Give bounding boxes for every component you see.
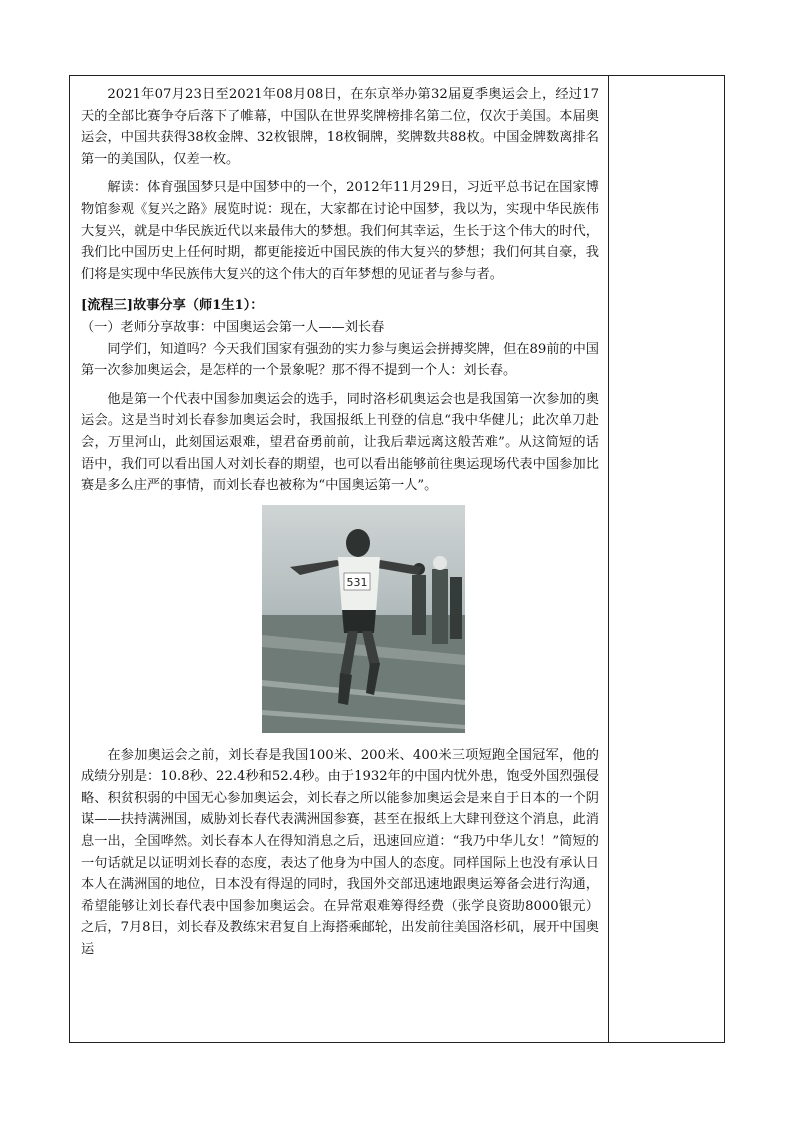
paragraph-background: 在参加奥运会之前，刘长春是我国100米、200米、400米三项短跑全国冠军，他的成绩分别是：10.8秒、22.4秒和52.4秒。由于1932年的中国内忧外患，饱受外国烈强侵略、积贫积弱的中国无心参加奥运会，刘长春之所以能参加奥运会是来自于日本的一个阴谋——扶持满洲国，威胁刘长春代表满洲国参赛，甚至在报纸上大肆刊登这个消息，此消息一出，全国哗然。刘长春本人在得知消息之后，迅速回应道：“我乃中华儿女！”简短的一句话就足以证明刘长春的态度，表达了他身为中国人的态度。同样国际上也没有承认日本人在满洲国的地位，日本没有得逞的同时，我国外交部迅速地跟奥运筹备会进行沟通，希望能够让刘长春代表中国参加奥运会。在异常艰难筹得经费（张学良资助8000银元）之后，7月8日，刘长春及教练宋君复自上海搭乘邮轮，出发前往美国洛杉矶，展开中国奥运: [81, 747, 599, 958]
section-heading: [流程三]故事分享（师1生1）：: [81, 298, 264, 314]
paragraph-intro: 同学们，知道吗？今天我们国家有强劲的实力参与奥运会拼搏奖牌，但在89前的中国第一次参加奥运会，是怎样的一个景象呢？那不得不提到一个人：刘长春。: [81, 341, 599, 379]
column-divider: [608, 75, 609, 1043]
liu-changchun-photo: [262, 505, 465, 733]
paragraph-first-olympian: 他是第一个代表中国参加奥运会的选手，同时洛杉矶奥运会也是我国第一次参加的奥运会。这是当时刘长春参加奥运会时，我国报纸上刊登的信息“我中华健儿；此次单刀赴会，万里河山，此刻国运艰难，望君奋勇前前，让我后辈远离这般苦难”。从这简短的话语中，我们可以看出国人对刘长春的期望，也可以看出能够前往奥运现场代表中国参加比赛是多么庄严的事情，而刘长春也被称为“中国奥运第一人”。: [81, 391, 599, 494]
paragraph-interpretation: 解读：体育强国梦只是中国梦中的一个，2012年11月29日，习近平总书记在国家博物馆参观《复兴之路》展览时说：现在，大家都在讨论中国梦，我以为，实现中华民族伟大复兴，就是中华民族近代以来最伟大的梦想。我们何其幸运，生长于这个伟大的时代，我们比中国历史上任何时期，都更能接近中国民族的伟大复兴的梦想；我们何其自豪，我们将是实现中华民族伟大复兴的这个伟大的百年梦想的见证者与参与者。: [81, 180, 599, 282]
paragraph-olympics-result: 2021年07月23日至2021年08月08日，在东京举办第32届夏季奥运会上，经过17天的全部比赛争夺后落下了帷幕，中国队在世界奖牌榜排名第二位，仅次于美国。本届奥运会，中国共获得38枚金牌、32枚银牌，18枚铜牌，奖牌数共88枚。中国金牌数离排名第一的美国队，仅差一枚。: [81, 87, 599, 167]
story-subheading: （一）老师分享故事：中国奥运会第一人——刘长春: [81, 319, 385, 335]
main-text-cell: [81, 84, 599, 961]
bib-number: 531: [346, 575, 368, 589]
